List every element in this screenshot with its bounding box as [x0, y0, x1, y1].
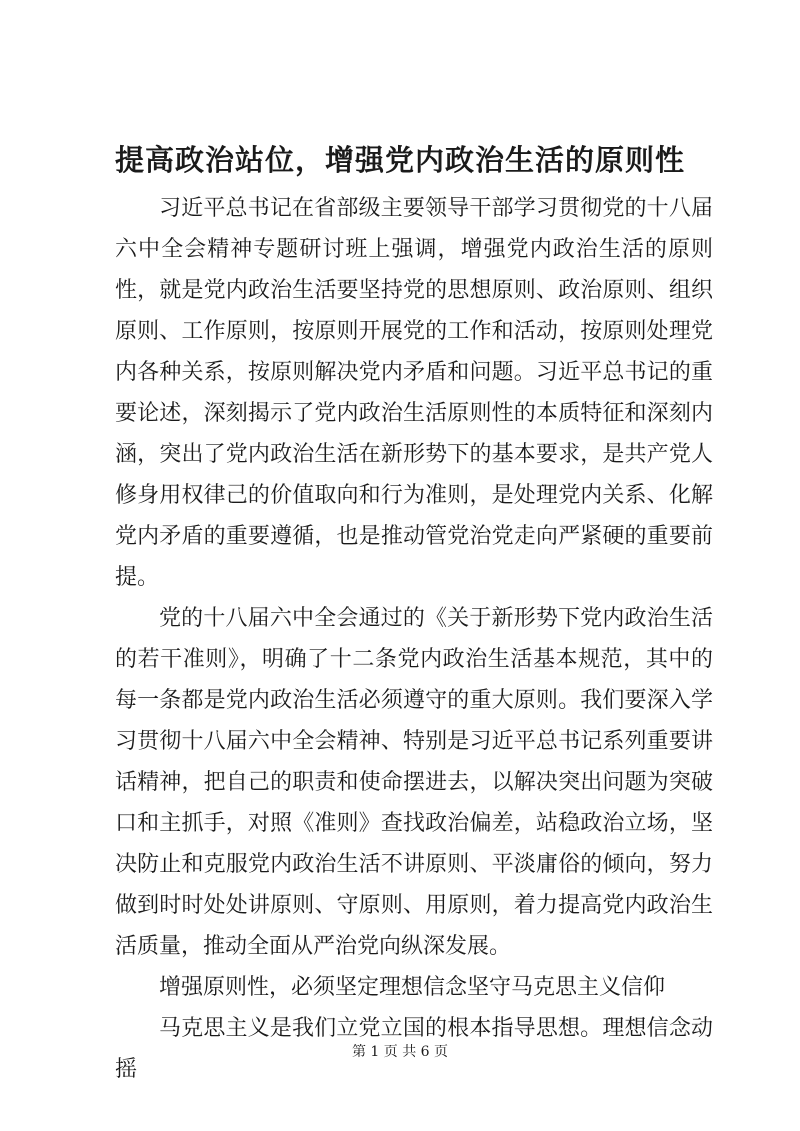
- document-body: [115, 188, 713, 1090]
- paragraph-3: 马克思主义是我们立党立国的根本指导思想。理想信念动摇: [115, 1016, 713, 1082]
- page-footer: 第 1 页 共 6 页: [351, 1044, 449, 1060]
- paragraph-2: 党的十八届六中全会通过的《关于新形势下党内政治生活的若干准则》，明确了十二条党内政治生活基本规范，其中的每一条都是党内政治生活必须遵守的重大原则。我们要深入学习贯彻十八届六中全会精神、特别是习近平总书记系列重要讲话精神，把自己的职责和使命摆进去，以解决突出问题为突破口和主抓手，对照《准则》查找政治偏差，站稳政治立场，坚决防止和克服党内政治生活不讲原则、平淡庸俗的倾向，努力做到时时处处讲原则、守原则、用原则，着力提高党内政治生活质量，推动全面从严治党向纵深发展。: [115, 606, 713, 959]
- document-title: 提高政治站位，增强党内政治生活的原则性: [114, 143, 685, 177]
- paragraph-1: 习近平总书记在省部级主要领导干部学习贯彻党的十八届六中全会精神专题研讨班上强调，增强党内政治生活的原则性，就是党内政治生活要坚持党的思想原则、政治原则、组织原则、工作原则，按原则开展党的工作和活动，按原则处理党内各种关系，按原则解决党内矛盾和问题。习近平总书记的重要论述，深刻揭示了党内政治生活原则性的本质特征和深刻内涵，突出了党内政治生活在新形势下的基本要求，是共产党人修身用权律己的价值取向和行为准则，是处理党内关系、化解党内矛盾的重要遵循，也是推动管党治党走向严紧硬的重要前提。: [115, 196, 713, 590]
- section-heading: 增强原则性，必须坚定理想信念坚守马克思主义信仰: [159, 975, 666, 1000]
